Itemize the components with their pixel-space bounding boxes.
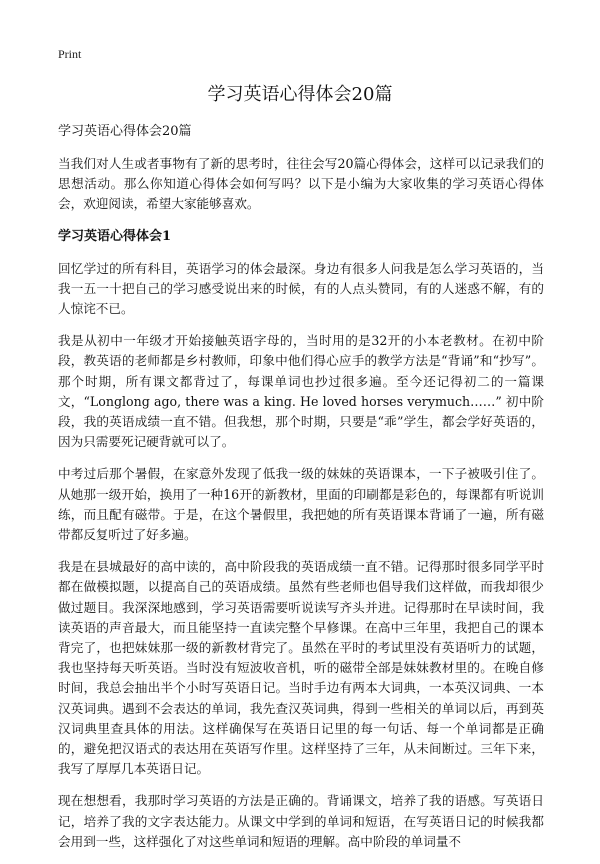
- article-body: [58, 122, 544, 864]
- body-paragraph: 现在想想看，我那时学习英语的方法是正确的。背诵课文，培养了我的语感。写英语日记，培养了我的文字表达能力。从课文中学到的单词和短语，在写英语日记的时候我都会用到一些，这样强化了对这些单词和短语的理解。高中阶段的单词量不: [58, 793, 544, 849]
- article-subtitle: 学习英语心得体会20篇: [58, 124, 192, 139]
- body-paragraph: 中考过后那个暑假，在家意外发现了低我一级的妹妹的英语课本，一下子被吸引住了。从她那一级开始，换用了一种16开的新教材，里面的印刷都是彩色的，每课都有听说训练，而且配有磁带。于是，在这个暑假里，我把她的所有英语课本背诵了一遍，所有磁带都反复听过了好多遍。: [58, 466, 544, 543]
- body-paragraph: 我是在县城最好的高中读的，高中阶段我的英语成绩一直不错。记得那时很多同学平时都在做模拟题，以提高自己的英语成绩。虽然有些老师也倡导我们这样做，而我却很少做过题目。我深深地感到，学习英语需要听说读写齐头并进。记得那时在早读时间，我读英语的声音最大，而且能坚持一直读完整个早修课。在高中三年里，我把自己的课本背完了，也把妹妹那一级的新教材背完了。虽然在平时的考试里没有英语听力的试题，我也坚持每天听英语。当时没有短波收音机，听的磁带全部是妹妹教材里的。在晚自修时间，我总会抽出半个小时写英语日记。当时手边有两本大词典，一本英汉词典、一本汉英词典。遇到不会表达的单词，我先查汉英词典，得到一些相关的单词以后，再到英汉词典里查具体的用法。这样确保写在英语日记里的每一句话、每一个单词都是正确的，避免把汉语式的表达用在英语写作里。这样坚持了三年，从未间断过。三年下来，我写了厚厚几本英语日记。: [58, 559, 544, 777]
- print-link[interactable]: Print: [58, 47, 82, 61]
- section-heading: 学习英语心得体会1: [58, 228, 172, 244]
- body-paragraph: 回忆学过的所有科目，英语学习的体会最深。身边有很多人问我是怎么学习英语的，当我一五一十把自己的学习感受说出来的时候，有的人点头赞同，有的人迷惑不解，有的人惊诧不已。: [58, 260, 544, 317]
- body-paragraph: 我是从初中一年级才开始接触英语字母的，当时用的是32开的小本老教材。在初中阶段，教英语的老师都是乡村教师，印象中他们得心应手的教学方法是“背诵”和“抄写”。那个时期，所有课文都背过了，每课单词也抄过很多遍。至今还记得初二的一篇课文，“Longlong ago, there was a king. He loved horses verymuch……” 初中阶段，我的英语成绩一直不错。但我想，那个时期，只要是“乖”学生，都会学好英语的，因为只需要死记硬背就可以了。: [58, 333, 544, 450]
- intro-paragraph: 当我们对人生或者事物有了新的思考时，往往会写20篇心得体会，这样可以记录我们的思想活动。那么你知道心得体会如何写吗？以下是小编为大家收集的学习英语心得体会，欢迎阅读，希望大家能够喜欢。: [58, 156, 544, 212]
- page-title: 学习英语心得体会20篇: [207, 84, 393, 105]
